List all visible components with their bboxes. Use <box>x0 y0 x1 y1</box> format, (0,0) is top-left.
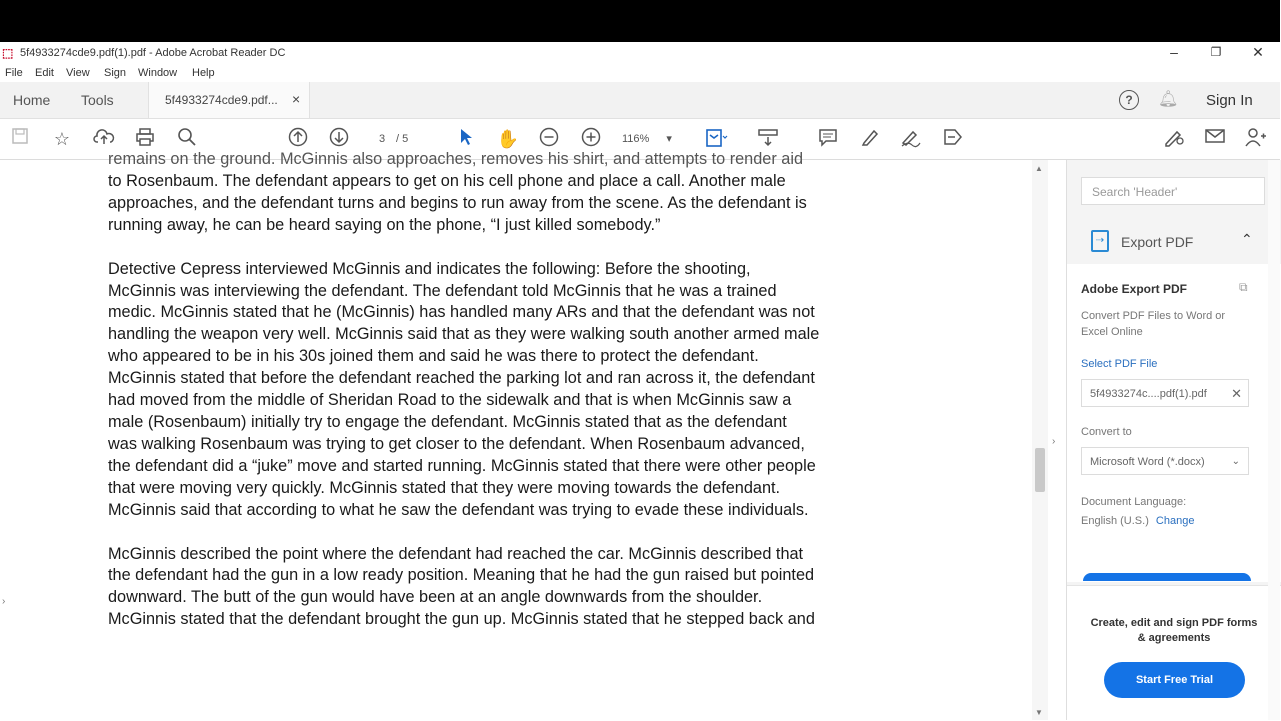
chevron-up-icon[interactable]: ⌃ <box>1241 231 1253 247</box>
help-icon[interactable]: ? <box>1119 90 1139 110</box>
select-pointer-icon[interactable] <box>454 127 478 151</box>
text-line: the defendant had the gun in a low ready position. Meaning that he had the gun raised but pointed <box>108 566 815 585</box>
menu-view[interactable]: View <box>66 67 90 79</box>
page-total: / 5 <box>396 133 409 145</box>
sign-icon[interactable] <box>899 127 923 151</box>
panel-heading: Adobe Export PDF <box>1081 282 1188 296</box>
right-pane-toggle-icon[interactable]: › <box>1052 436 1056 447</box>
zoom-in-icon[interactable] <box>579 127 603 151</box>
close-tab-icon[interactable]: × <box>292 91 301 107</box>
partial-text-line: remains on the ground. McGinnis also approaches, removes his shirt, and attempts to render aid <box>108 150 804 168</box>
start-free-trial-button[interactable]: Start Free Trial <box>1104 662 1245 698</box>
language-value: English (U.S.) <box>1081 515 1149 527</box>
menu-file[interactable]: File <box>5 67 23 79</box>
selected-file-field[interactable] <box>1081 379 1249 407</box>
text-line: that were moving very quickly. McGinnis stated that they were moving towards the defendant. <box>108 478 781 497</box>
document-tab-label: 5f4933274cde9.pdf... <box>165 93 278 107</box>
top-black-bar <box>0 0 1280 42</box>
document-language-label: Document Language: <box>1081 496 1187 508</box>
chevron-down-icon: ⌄ <box>1231 456 1240 467</box>
edit-pdf-icon[interactable] <box>1162 127 1186 151</box>
upload-cloud-icon[interactable] <box>92 127 116 151</box>
promo-panel <box>1067 585 1281 721</box>
text-line: had moved from the middle of Sheridan Road to the sidewalk and that is when McGinnis saw a <box>108 391 792 410</box>
text-line: who appeared to be in his 30s joined them and said he was there to protect the defendant. <box>108 347 759 366</box>
zoom-level-value: 116% <box>622 133 650 145</box>
acrobat-app-icon: ⬚ <box>2 46 14 60</box>
promo-text: Create, edit and sign PDF forms & agreements <box>1090 617 1258 644</box>
scroll-mode-icon[interactable] <box>756 127 780 151</box>
section-title: Export PDF <box>1121 234 1194 250</box>
document-language-row <box>1081 515 1194 527</box>
panel-description: Convert PDF Files to Word or Excel Online <box>1081 310 1226 338</box>
text-line: approaches, and the defendant turns and begins to run away from the scene. As the defendant is <box>108 193 807 212</box>
scrollbar-thumb[interactable] <box>1035 448 1045 492</box>
share-user-icon[interactable] <box>1244 127 1268 151</box>
bookmark-star-icon[interactable]: ☆ <box>53 129 71 149</box>
save-icon[interactable] <box>8 127 32 151</box>
scroll-down-icon[interactable]: ▼ <box>1035 708 1043 717</box>
zoom-level-dropdown[interactable] <box>622 129 682 149</box>
print-icon[interactable] <box>133 127 157 151</box>
file-name: 5f4933274c....pdf(1).pdf <box>1090 388 1207 400</box>
convert-to-label: Convert to <box>1081 426 1132 438</box>
sign-in-button[interactable]: Sign In <box>1206 92 1253 109</box>
convert-button-partial[interactable] <box>1083 573 1251 581</box>
paragraph-gap <box>108 237 948 259</box>
notification-bell-icon[interactable]: 🔔︎ <box>1158 91 1179 108</box>
remove-file-icon[interactable]: ✕ <box>1231 386 1242 401</box>
hand-tool-icon[interactable]: ✋ <box>496 129 520 149</box>
menu-bar <box>0 64 1280 82</box>
text-line: the defendant did a “juke” move and started running. McGinnis stated that there were other people <box>108 456 816 475</box>
menu-sign[interactable]: Sign <box>104 67 127 79</box>
menu-window[interactable]: Window <box>138 67 178 79</box>
export-pdf-panel <box>1067 264 1281 582</box>
highlight-pen-icon[interactable] <box>858 127 882 151</box>
fill-sign-icon[interactable] <box>941 127 965 151</box>
window-title-bar <box>0 42 1280 64</box>
next-page-icon[interactable] <box>327 127 351 151</box>
text-line: running away, he can be heard saying on the phone, “I just killed somebody.” <box>108 215 661 234</box>
text-line: McGinnis was interviewing the defendant. The defendant told McGinnis that he was a trained <box>108 281 777 300</box>
page-number-input[interactable]: 3 <box>378 133 386 145</box>
tools-pane <box>1066 160 1281 720</box>
document-view[interactable] <box>0 150 1050 720</box>
text-line: McGinnis stated that the defendant brought the gun up. McGinnis stated that he stepped back and <box>108 610 815 629</box>
zoom-out-icon[interactable] <box>537 127 561 151</box>
export-pdf-icon: ⇢ <box>1091 230 1109 252</box>
previous-page-icon[interactable] <box>286 127 310 151</box>
fit-page-icon[interactable] <box>704 127 728 151</box>
menu-edit[interactable]: Edit <box>35 67 54 79</box>
close-window-button[interactable]: ✕ <box>1252 44 1264 60</box>
chevron-down-icon: ▾ <box>666 133 672 145</box>
pdf-page-text <box>108 150 948 631</box>
right-edge-strip <box>1268 160 1280 720</box>
search-tools-input[interactable]: Search 'Header' <box>1081 177 1265 205</box>
text-line: McGinnis stated that before the defendant reached the parking lot and ran across it, the defendant <box>108 369 815 388</box>
scroll-up-icon[interactable]: ▲ <box>1035 164 1043 173</box>
copy-icon[interactable]: ⧉ <box>1239 280 1248 294</box>
paragraph-gap <box>108 522 948 544</box>
tab-document[interactable] <box>148 82 310 118</box>
maximize-button[interactable]: ❐ <box>1210 45 1222 59</box>
text-line: McGinnis said that according to what he saw the defendant was trying to evade these individuals. <box>108 500 809 519</box>
export-pdf-section-header[interactable] <box>1081 228 1267 260</box>
text-line: male (Rosenbaum) initially try to engage the defendant. McGinnis stated that as the defendant <box>108 412 787 431</box>
left-pane-toggle-icon[interactable]: › <box>2 596 6 607</box>
minimize-button[interactable]: – <box>1170 44 1178 60</box>
text-line: downward. The butt of the gun would have been at an angle downwards from the shoulder. <box>108 588 763 607</box>
text-line: McGinnis described the point where the defendant had reached the car. McGinnis described that <box>108 544 804 563</box>
change-language-link[interactable]: Change <box>1155 515 1195 527</box>
menu-help[interactable]: Help <box>192 67 215 79</box>
tab-bar <box>0 82 1280 119</box>
find-search-icon[interactable] <box>175 127 199 151</box>
comment-icon[interactable] <box>816 127 840 151</box>
tab-tools[interactable]: Tools <box>81 92 114 108</box>
text-line: handling the weapon very well. McGinnis said that as they were walking south another armed male <box>108 325 820 344</box>
select-pdf-file-link[interactable]: Select PDF File <box>1081 358 1158 370</box>
tab-home[interactable]: Home <box>13 92 51 108</box>
text-line: to Rosenbaum. The defendant appears to get on his cell phone and place a call. Another male <box>108 171 786 190</box>
text-line: Detective Cepress interviewed McGinnis and indicates the following: Before the shooting, <box>108 259 751 278</box>
convert-to-value: Microsoft Word (*.docx) <box>1090 456 1205 468</box>
text-line: medic. McGinnis stated that he (McGinnis) has handled many ARs and that the defendant was not <box>108 303 815 322</box>
window-title: 5f4933274cde9.pdf(1).pdf - Adobe Acrobat Reader DC <box>20 47 286 59</box>
text-line: was walking Rosenbaum was trying to get closer to the defendant. When Rosenbaum advanced, <box>108 434 805 453</box>
document-scrollbar[interactable] <box>1032 160 1048 720</box>
convert-to-dropdown[interactable] <box>1081 447 1249 475</box>
email-icon[interactable] <box>1203 127 1227 151</box>
